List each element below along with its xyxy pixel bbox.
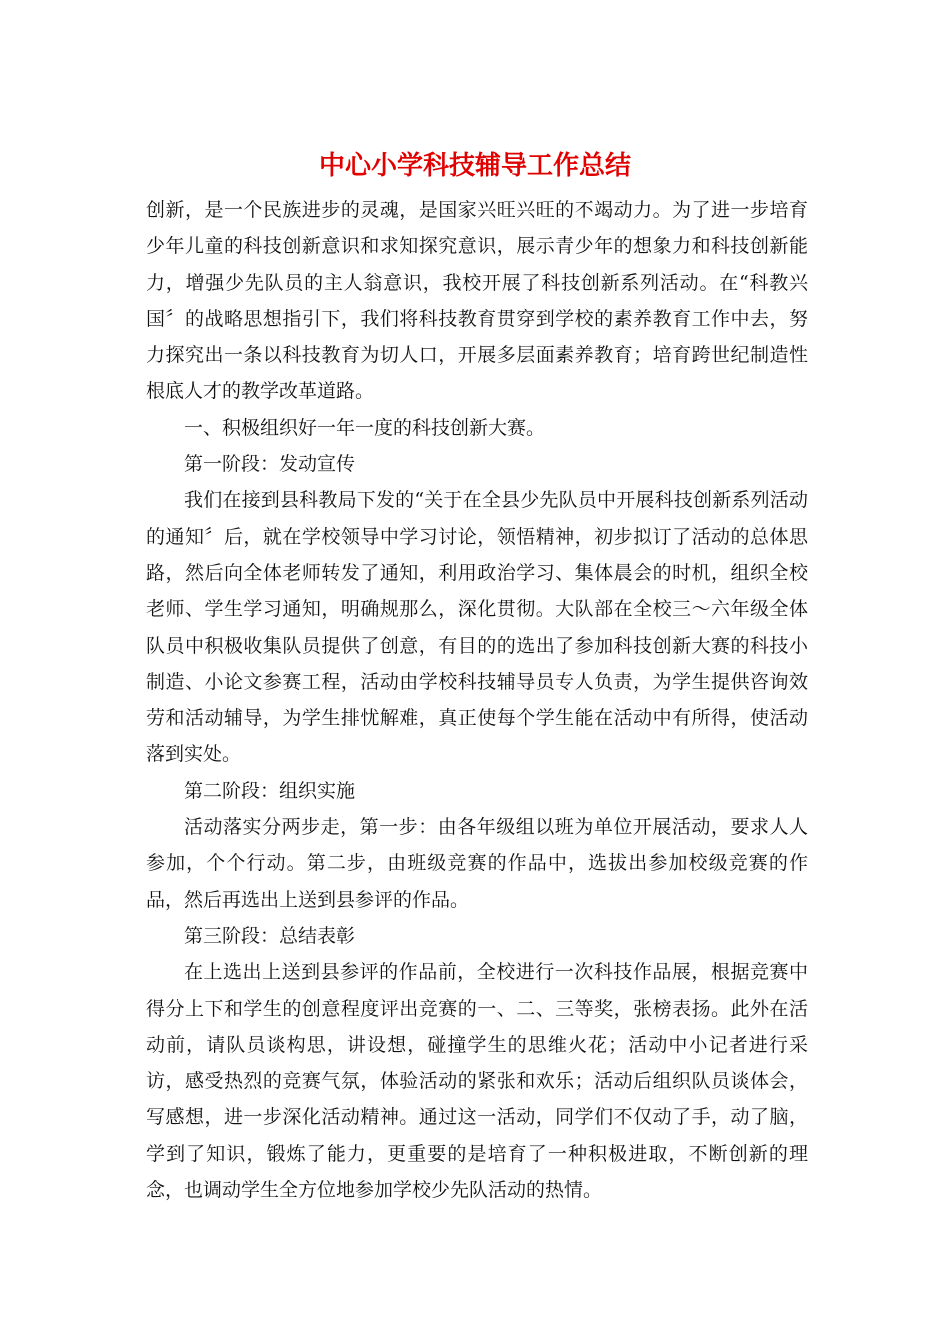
document-body [146,192,808,1208]
stage-heading-1: 第一阶段：发动宣传 [184,453,356,476]
paragraph-intro: 创新，是一个民族进步的灵魂，是国家兴旺兴旺的不竭动力。为了进一步培育少年儿童的科技创新意识和求知探究意识，展示青少年的想象力和科技创新能力，增强少先队员的主人翁意识，我校开展了科技创新系列活动。在“科教兴国〞的战略思想指引下，我们将科技教育贯穿到学校的素养教育工作中去，努力探究出一条以科技教育为切人口，开展多层面素养教育；培育跨世纪制造性根底人才的教学改革道路。 [146,199,808,403]
stage-heading-2: 第二阶段：组织实施 [184,779,356,802]
document-title: 中心小学科技辅导工作总结 [318,151,631,181]
paragraph-stage-1: 我们在接到县科教局下发的“关于在全县少先队员中开展科技创新系列活动的通知〞后，就在学校领导中学习讨论，领悟精神，初步拟订了活动的总体思路，然后向全体老师转发了通知，利用政治学习、集体晨会的时机，组织全校老师、学生学习通知，明确规那么，深化贯彻。大队部在全校三～六年级全体队员中积极收集队员提供了创意，有目的的选出了参加科技创新大赛的科技小制造、小论文参赛工程，活动由学校科技辅导员专人负责，为学生提供咨询效劳和活动辅导，为学生排忧解难，真正使每个学生能在活动中有所得，使活动落到实处。 [146,489,808,766]
paragraph-stage-3: 在上选出上送到县参评的作品前，全校进行一次科技作品展，根据竞赛中得分上下和学生的创意程度评出竞赛的一、二、三等奖，张榜表扬。此外在活动前，请队员谈构思，讲设想，碰撞学生的思维火花；活动中小记者进行采访，感受热烈的竞赛气氛，体验活动的紧张和欢乐；活动后组织队员谈体会，写感想，进一步深化活动精神。通过这一活动，同学们不仅动了手，动了脑，学到了知识，锻炼了能力，更重要的是培育了一种积极进取，不断创新的理念，也调动学生全方位地参加学校少先队活动的热情。 [146,961,808,1202]
paragraph-stage-2: 活动落实分两步走，第一步：由各年级组以班为单位开展活动，要求人人参加，个个行动。第二步，由班级竞赛的作品中，选拔出参加校级竞赛的作品，然后再选出上送到县参评的作品。 [146,816,808,911]
section-heading: 一、积极组织好一年一度的科技创新大赛。 [184,416,546,439]
stage-heading-3: 第三阶段：总结表彰 [184,924,356,947]
